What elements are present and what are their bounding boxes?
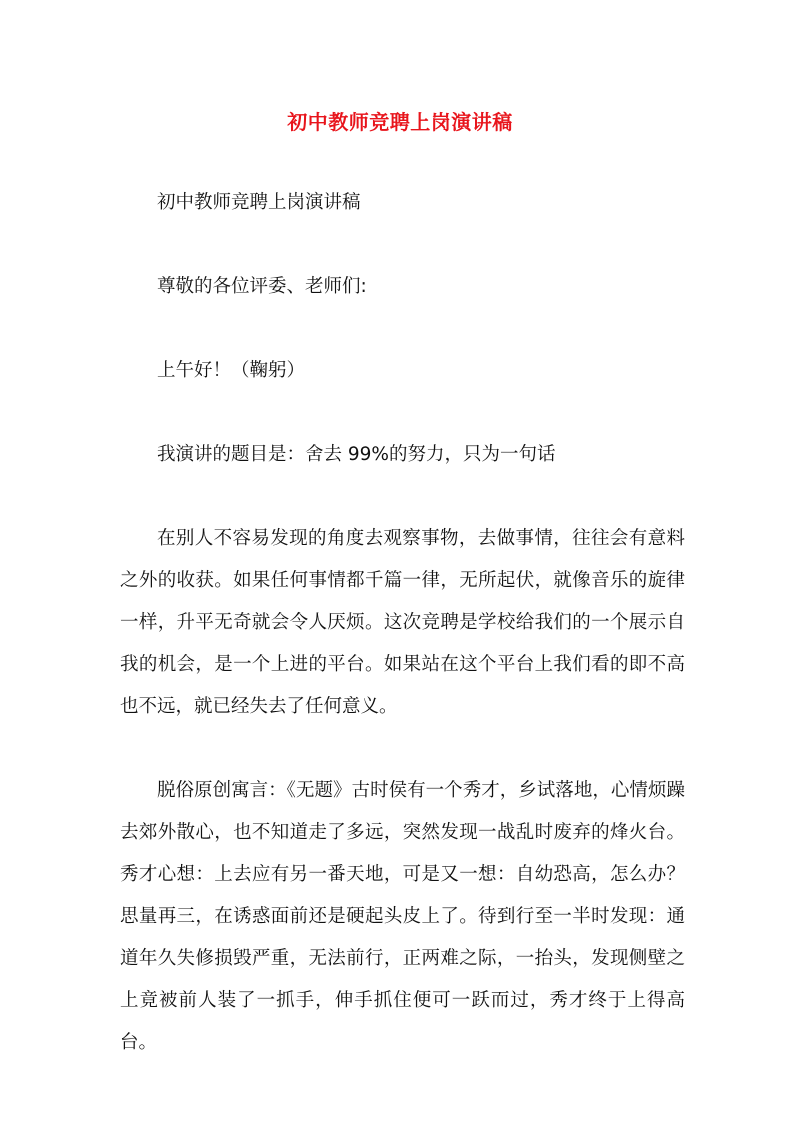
paragraph-body-2: 脱俗原创寓言：《无题》古时侯有一个秀才，乡试落地，心情烦躁去郊外散心，也不知道走了多远，突然发现一战乱时废弃的烽火台。秀才心想：上去应有另一番天地，可是又一想：自幼恐高，怎么办？思量再三，在诱惑面前还是硬起头皮上了。待到行至一半时发现：通道年久失修损毁严重，无法前行，正两难之际，一抬头，发现侧壁之上竟被前人装了一抓手，伸手抓住便可一跃而过，秀才终于上得高台。: [120, 780, 685, 1053]
paragraph-body-1: 在别人不容易发现的角度去观察事物，去做事情，往往会有意料之外的收获。如果任何事情都千篇一律，无所起伏，就像音乐的旋律一样，升平无奇就会令人厌烦。这次竞聘是学校给我们的一个展示自我的机会，是一个上进的平台。如果站在这个平台上我们看的即不高也不远，就已经失去了任何意义。: [120, 528, 685, 717]
paragraph-salutation: 尊敬的各位评委、老师们:: [157, 276, 367, 297]
paragraph-greeting: 上午好！（鞠躬）: [157, 360, 306, 381]
paragraph-topic: 我演讲的题目是：舍去 99%的努力，只为一句话: [157, 444, 556, 465]
paragraph-heading: 初中教师竞聘上岗演讲稿: [157, 192, 361, 213]
page-title: 初中教师竞聘上岗演讲稿: [287, 110, 513, 134]
